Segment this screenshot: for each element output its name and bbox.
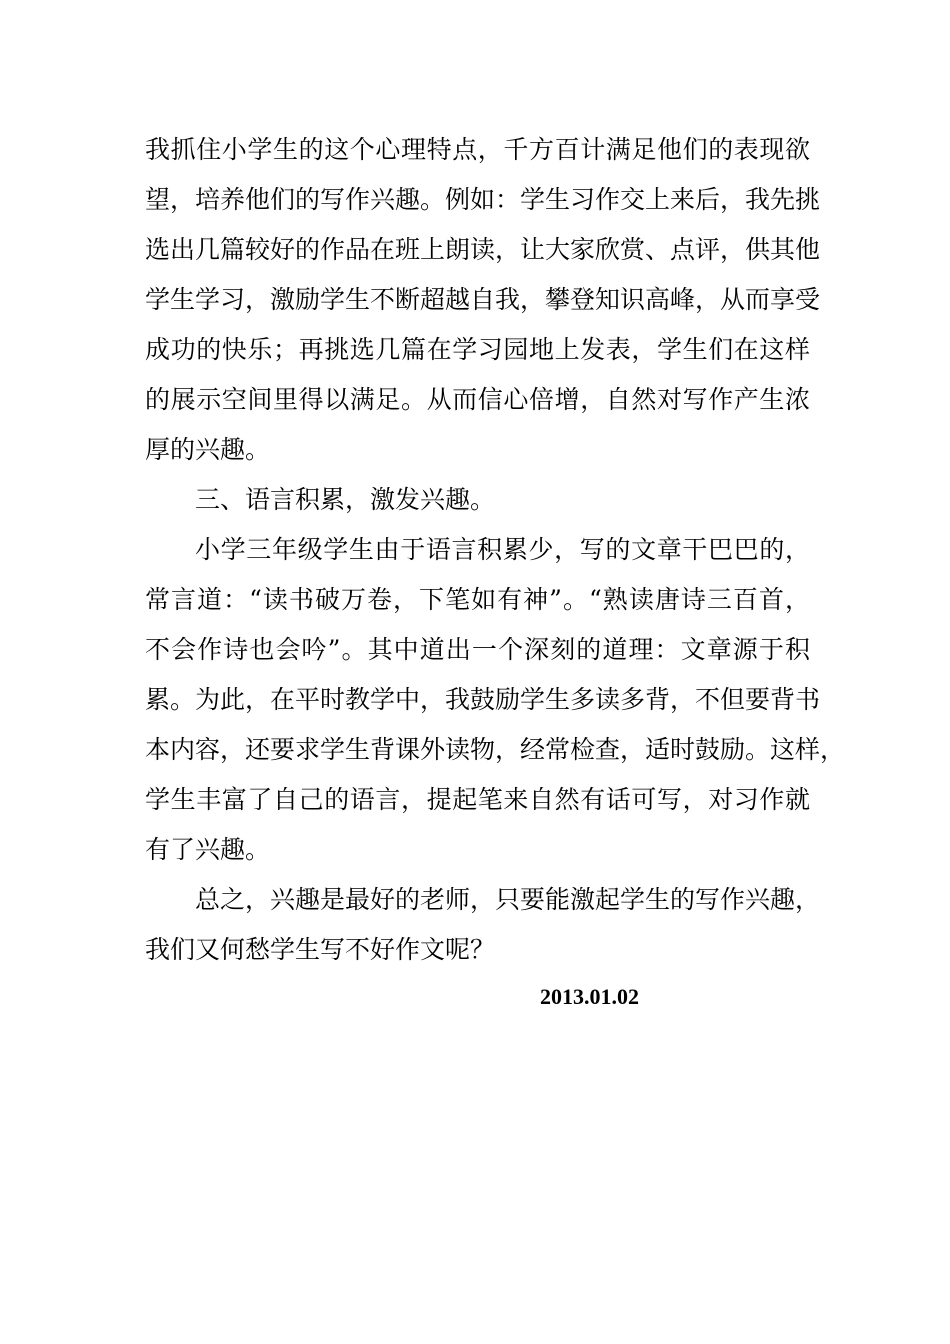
paragraph-1 xyxy=(145,125,821,475)
text-line: 学生丰富了自己的语言，提起笔来自然有话可写，对习作就 xyxy=(145,785,810,814)
text-line: 小学三年级学生由于语言积累少，写的文章干巴巴的， xyxy=(195,535,810,564)
text-line: 我抓住小学生的这个心理特点，千方百计满足他们的表现欲 xyxy=(145,135,810,164)
text-line: 厚的兴趣。 xyxy=(145,435,271,464)
text-line: 成功的快乐；再挑选几篇在学习园地上发表，学生们在这样 xyxy=(145,335,810,364)
text-line: 有了兴趣。 xyxy=(145,835,271,864)
text-line: 累。为此，在平时教学中，我鼓励学生多读多背，不但要背书 xyxy=(145,685,821,714)
text-line: 总之，兴趣是最好的老师，只要能激起学生的写作兴趣， xyxy=(195,885,821,914)
text-line: 学生学习，激励学生不断超越自我，攀登知识高峰，从而享受 xyxy=(145,285,821,314)
document-body xyxy=(145,125,846,975)
paragraph-4 xyxy=(145,875,821,975)
paragraph-3 xyxy=(145,525,846,875)
text-line: 选出几篇较好的作品在班上朗读，让大家欣赏、点评，供其他 xyxy=(145,235,821,264)
text-line: 本内容，还要求学生背课外读物，经常检查，适时鼓励。这样， xyxy=(145,735,846,764)
text-line: 的展示空间里得以满足。从而信心倍增，自然对写作产生浓 xyxy=(145,385,810,414)
document-date: 2013.01.02 xyxy=(540,984,639,1009)
text-line: 不会作诗也会吟”。其中道出一个深刻的道理：文章源于积 xyxy=(145,635,810,664)
section-heading xyxy=(145,475,810,525)
heading-line: 三、语言积累，激发兴趣。 xyxy=(195,485,496,514)
text-line: 望，培养他们的写作兴趣。例如：学生习作交上来后，我先挑 xyxy=(145,185,821,214)
text-line: 常言道：“读书破万卷，下笔如有神”。“熟读唐诗三百首， xyxy=(145,585,810,614)
text-line: 我们又何愁学生写不好作文呢？ xyxy=(145,935,496,964)
